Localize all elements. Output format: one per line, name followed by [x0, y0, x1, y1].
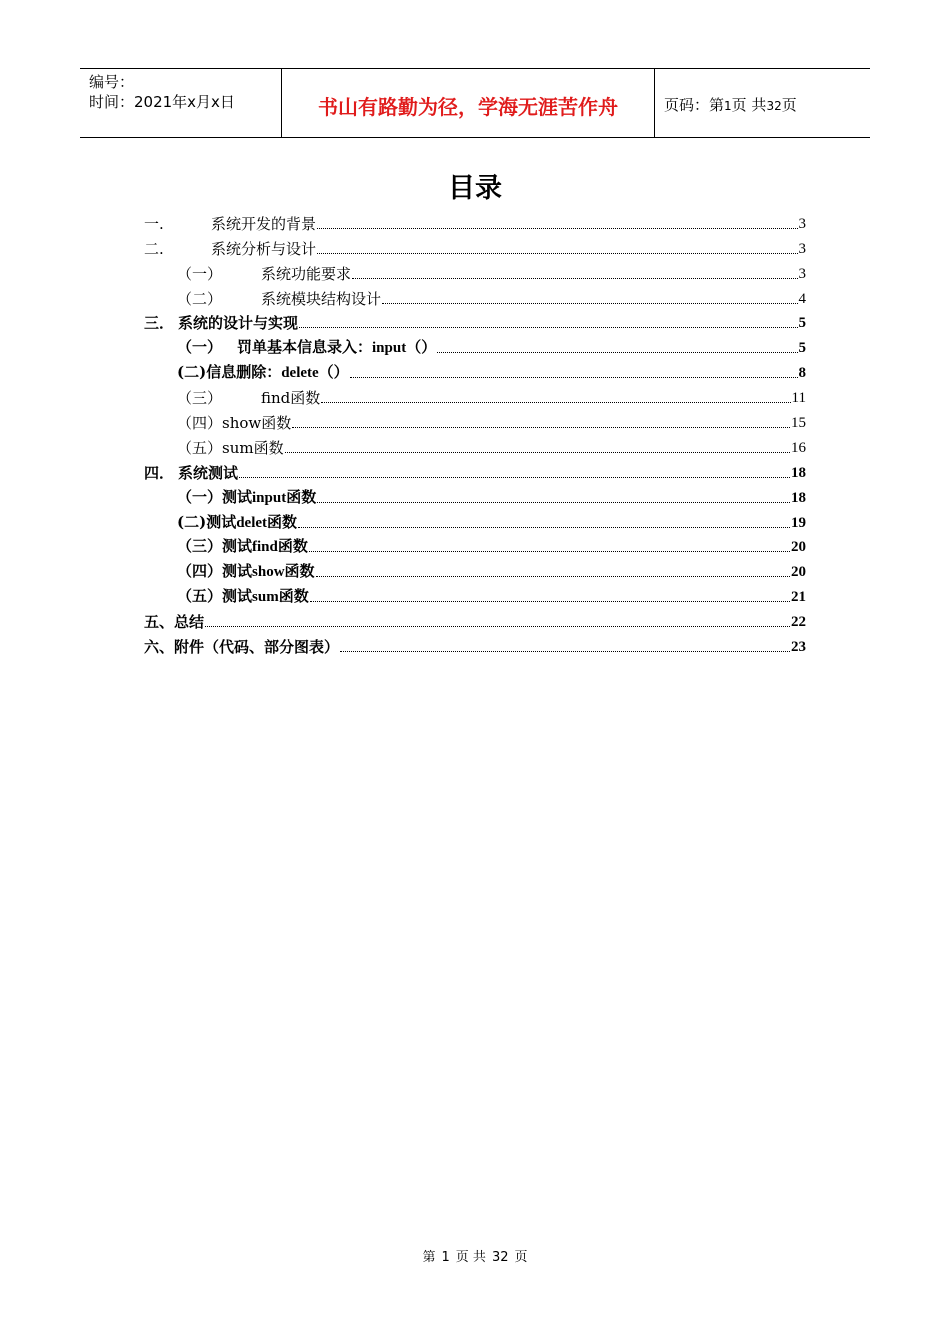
number-label: 编号：	[89, 73, 135, 91]
toc-text: sum函数	[222, 438, 284, 457]
toc-text: 罚单基本信息录入：input（）	[237, 340, 437, 357]
toc-text: 系统模块结构设计	[261, 289, 382, 308]
header-table	[80, 68, 870, 138]
toc-page: 5	[798, 315, 806, 332]
time-label: 时间：2021年x月x日	[89, 93, 235, 111]
toc-leader	[310, 600, 790, 602]
footer-last: 页	[514, 1250, 528, 1265]
toc-page: 16	[791, 439, 806, 456]
toc-entry[interactable]	[144, 458, 806, 483]
toc-page: 4	[798, 290, 806, 307]
toc-text: 测试sum函数	[222, 589, 309, 606]
page-mid: 页 共	[731, 96, 767, 114]
toc-entry[interactable]	[144, 508, 806, 533]
toc-page: 21	[791, 589, 806, 606]
toc-entry[interactable]	[144, 408, 806, 433]
toc-entry[interactable]	[144, 333, 806, 358]
toc-text: 系统分析与设计	[211, 239, 317, 258]
toc-leader	[317, 227, 797, 229]
toc-text: 系统功能要求	[261, 264, 352, 283]
header-page-cell	[655, 69, 870, 137]
toc-number: （一）	[177, 338, 223, 357]
toc-number: （四）	[177, 562, 223, 581]
toc-number: （五）	[177, 438, 223, 457]
toc-entry[interactable]	[144, 483, 806, 508]
toc-text: 系统的设计与实现	[178, 314, 299, 333]
toc-number: （二）	[177, 289, 223, 308]
footer-page: 1	[441, 1250, 450, 1265]
toc-entry[interactable]	[144, 607, 806, 632]
toc-number: （四）	[177, 414, 223, 433]
toc-page: 20	[791, 564, 806, 581]
toc-leader	[340, 650, 790, 652]
page-current: 1	[724, 99, 732, 113]
toc-leader	[239, 476, 790, 478]
toc-text: 系统开发的背景	[211, 214, 317, 233]
toc-entry[interactable]	[144, 209, 806, 234]
toc-leader	[292, 426, 790, 428]
toc-leader	[298, 526, 790, 528]
toc-text: 测试show函数	[222, 564, 315, 581]
toc-page: 11	[791, 390, 806, 407]
toc-page: 22	[791, 614, 806, 631]
toc-text: find函数	[261, 389, 321, 408]
toc-page: 5	[798, 340, 806, 357]
toc-entry[interactable]	[144, 358, 806, 383]
toc-number: （一）	[177, 264, 223, 283]
toc-leader	[321, 401, 790, 403]
toc-page: 3	[798, 215, 806, 232]
page-footer	[0, 1246, 950, 1265]
table-of-contents	[144, 209, 806, 657]
toc-entry[interactable]	[144, 632, 806, 657]
toc-entry[interactable]	[144, 284, 806, 309]
toc-text: 信息删除：delete（）	[206, 365, 349, 382]
toc-entry[interactable]	[144, 582, 806, 607]
toc-text: 系统测试	[178, 463, 239, 482]
toc-entry[interactable]	[144, 234, 806, 259]
page-label: 页码：第	[664, 96, 725, 114]
toc-leader	[352, 277, 797, 279]
toc-leader	[316, 575, 790, 577]
header-info-cell	[80, 69, 282, 137]
toc-leader	[309, 550, 790, 552]
toc-entry[interactable]	[144, 383, 806, 408]
toc-entry[interactable]	[144, 309, 806, 334]
toc-number: 五、	[144, 613, 175, 632]
toc-page: 18	[791, 489, 806, 506]
toc-leader	[317, 501, 790, 503]
toc-leader	[350, 376, 798, 378]
page-total: 32	[766, 99, 782, 113]
toc-number: 六、	[144, 638, 175, 657]
toc-leader	[382, 302, 797, 304]
footer-total: 32	[491, 1250, 509, 1265]
toc-leader	[205, 625, 790, 627]
toc-number: 四．	[144, 463, 175, 482]
toc-page: 15	[791, 415, 806, 432]
header-page-info	[664, 94, 797, 115]
header-motto-cell	[282, 69, 655, 137]
toc-entry[interactable]	[144, 259, 806, 284]
toc-page: 23	[791, 639, 806, 656]
toc-text: 附件（代码、部分图表）	[174, 638, 340, 657]
toc-text: show函数	[222, 414, 292, 433]
page-end: 页	[781, 96, 797, 114]
toc-number: (二)	[177, 363, 207, 382]
toc-leader	[299, 326, 797, 328]
toc-page: 3	[798, 240, 806, 257]
toc-leader	[437, 351, 797, 353]
toc-page: 18	[791, 464, 806, 481]
toc-leader	[285, 451, 790, 453]
motto: 书山有路勤为径，学海无涯苦作舟	[318, 95, 618, 119]
toc-page: 3	[798, 265, 806, 282]
toc-number: （三）	[177, 389, 223, 408]
toc-text: 测试delet函数	[206, 514, 298, 531]
footer-mid: 页 共	[455, 1250, 486, 1265]
toc-number: 三．	[144, 314, 175, 333]
toc-number: （一）	[177, 487, 223, 506]
toc-page: 8	[798, 365, 806, 382]
page-title: 目录	[448, 173, 502, 204]
toc-entry[interactable]	[144, 557, 806, 582]
toc-text: 测试input函数	[222, 489, 317, 506]
toc-entry[interactable]	[144, 533, 806, 558]
toc-number: 二.	[144, 239, 164, 258]
toc-page: 20	[791, 539, 806, 556]
footer-first: 第	[422, 1250, 436, 1265]
toc-number: 一.	[144, 214, 164, 233]
toc-number: （三）	[177, 537, 223, 556]
toc-number: (二)	[177, 512, 207, 531]
toc-text: 测试find函数	[222, 539, 308, 556]
toc-number: （五）	[177, 587, 223, 606]
toc-page: 19	[791, 514, 806, 531]
toc-leader	[317, 252, 797, 254]
toc-text: 总结	[174, 613, 205, 632]
toc-entry[interactable]	[144, 433, 806, 458]
